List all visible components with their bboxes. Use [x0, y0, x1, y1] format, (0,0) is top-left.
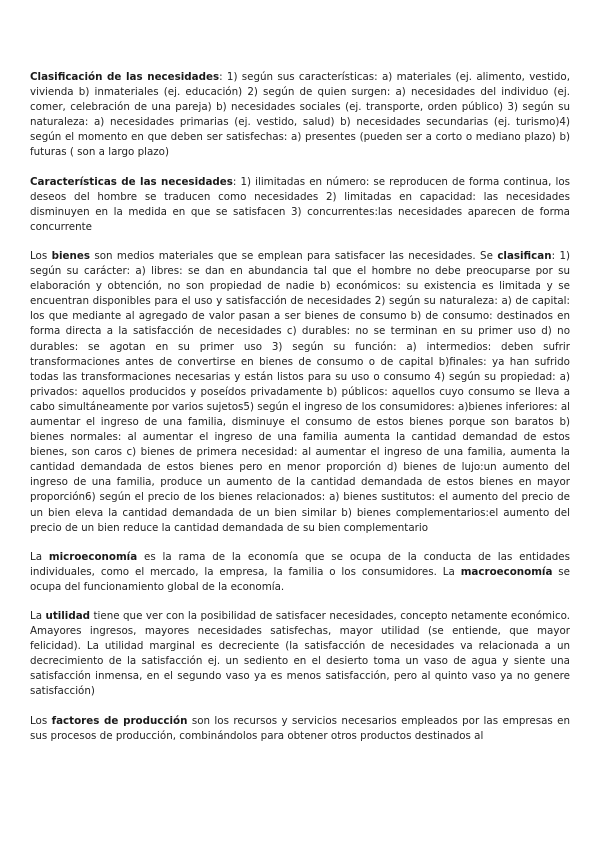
- text-run: La: [30, 550, 49, 563]
- paragraph: [30, 609, 570, 700]
- document-body: [30, 70, 570, 758]
- paragraph: [30, 714, 570, 744]
- text-run: Los: [30, 249, 52, 262]
- bold-term: Clasificación de las necesidades: [30, 71, 220, 83]
- paragraph: [30, 70, 570, 161]
- text-run: : 1) ilimitadas en número: se reproducen de forma continua, los deseos del hombre se traducen como necesidades 2) limitadas en capacidad: las necesidades disminuyen en la medida en que se satisfacen 3) concurrentes:las necesidades aparecen de forma concurrente: [30, 175, 570, 233]
- bold-term: Características de las necesidades: [30, 175, 233, 188]
- bold-term: microeconomía: [48, 550, 138, 563]
- bold-term: clasifican: [497, 249, 552, 262]
- bold-term: macroeconomía: [460, 565, 553, 578]
- text-run: Los: [30, 714, 52, 727]
- text-run: es la rama de la economía que se ocupa de la conducta de las entidades individuales, como el mercado, la empresa, la familia o los consumidores. La: [30, 550, 570, 578]
- text-run: son los recursos y servicios necesarios empleados por las empresas en sus procesos de producción, combinándolos para obtener otros productos destinados al: [30, 714, 571, 742]
- paragraph: [30, 175, 570, 235]
- text-run: son medios materiales que se emplean para satisfacer las necesidades. Se: [89, 249, 498, 262]
- text-run: : 1) según sus características: a) materiales (ej. alimento, vestido, vivienda b) inmateriales (ej. educación) 2) según de quien surgen: a) necesidades del individuo (ej. comer, celebración de una pareja) b) necesidades sociales (ej. transporte, orden público) 3) según su naturaleza: a) necesidades primarias (ej. vestido, salud) b) necesidades secundarias (ej. turismo)4) según el momento en que deben ser satisfechas: a) presentes (pueden ser a corto o mediano plazo) b) futuras ( son a largo plazo): [30, 71, 570, 159]
- text-run: se ocupa del funcionamiento global de la economía.: [30, 565, 570, 593]
- text-run: tiene que ver con la posibilidad de satisfacer necesidades, concepto netamente económico. Amayores ingresos, mayores necesidades satisfechas, mayor utilidad (se entiende, que mayor felicidad). La utilidad marginal es decreciente (la satisfacción de necesidades va relacionada a un decrecimiento de la satisfacción ej. un sediento en el desierto toma un vaso de agua y siente una satisfacción inmensa, en el segundo vaso ya es menos satisfacción, pero al quinto vaso ya no genere satisfacción): [30, 610, 570, 698]
- bold-term: bienes: [51, 249, 90, 262]
- text-run: : 1) según su carácter: a) libres: se dan en abundancia tal que el hombre no debe preocuparse por su elaboración y obtención, no son propiedad de nadie b) económicos: su existencia es limitada y se encuentran disponibles para el uso y satisfacción de necesidades 2) según su naturaleza: a) de capital: los que mediante al agregado de valor pasan a ser bienes de consumo b) de consumo: destinados en forma directa a la satisfacción de necesidades c) durables: no se terminan en su primer uso d) no durables: se agotan en su primer uso 3) según su función: a) intermedios: deben sufrir transformaciones antes de convertirse en bienes de consumo o de capital b)finales: ya han sufrido todas las transformaciones necesarias y están listos para su uso o consumo 4) según su propiedad: a) privados: aquellos producidos y poseídos privadamente b) públicos: aquellos cuyo consumo se lleva a cabo simultáneamente por varios sujetos5) según el ingreso de los consumidores: a)bienes inferiores: al aumentar el ingreso de una familia, disminuye el consumo de estos bienes porque son baratos b) bienes normales: al aumentar el ingreso de una familia aumenta la cantidad demandad de estos bienes, son caros c) bienes de primera necesidad: al aumentar el ingreso de una familia, aumenta la cantidad demandada de estos bienes pero en menor proporción d) bienes de lujo:un aumento del ingreso de una familia, produce un aumento de la cantidad demandada de estos bienes en mayor proporción6) según el precio de los bienes relacionados: a) bienes sustitutos: el aumento del precio de un bien eleva la cantidad demandada de un bien similar b) bienes complementarios:el aumento del precio de un bien reduce la cantidad demandada de su bien complementario: [30, 249, 571, 534]
- paragraph: [30, 550, 570, 595]
- bold-term: utilidad: [45, 610, 91, 622]
- text-run: La: [30, 610, 46, 622]
- bold-term: factores de producción: [51, 714, 188, 727]
- paragraph: [30, 249, 570, 536]
